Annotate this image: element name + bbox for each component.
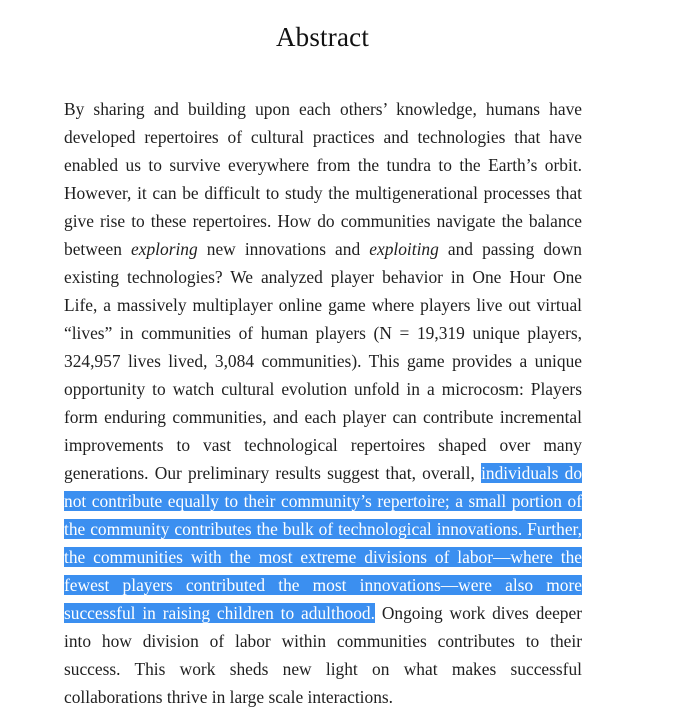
page-title: Abstract (275, 22, 370, 52)
abstract-emphasis-exploring: exploring (131, 239, 198, 259)
abstract-paragraph[interactable] (64, 95, 582, 711)
abstract-emphasis-exploiting: exploiting (369, 239, 439, 259)
abstract-text-part-3: and passing down existing technologies? We analyzed player behavior in One Hour One Life, a massively multiplayer online game where players live out virtual “lives” in communities of human players (N = 19,319 unique players, 324,957 lives lived, 3,084 communities). This game provides a unique opportunity to watch cultural evolution unfold in a microcosm: Players form enduring communities, and each player can contribute incremental improvements to vast technological repertoires shaped over many generations. Our preliminary results suggest that, overall, (64, 239, 582, 483)
abstract-text-part-4: Ongoing work dives deeper into how division of labor within communities contributes to their success. This work sheds new light on what makes successful collaborations thrive in large scale interactions. (64, 603, 583, 707)
text-selection-highlight[interactable]: individuals do not contribute equally to their community’s repertoire; a small portion of the community contributes the bulk of technological innovations. Further, the communities with the most extreme divisions of labor—where the fewest players contributed the most innovations—were also more successful in raising children to adulthood. (64, 463, 583, 623)
abstract-text-part-2: new innovations and (197, 239, 370, 259)
abstract-text-part-1: By sharing and building upon each others’ knowledge, humans have developed repertoires of cultural practices and technologies that have enabled us to survive everywhere from the tundra to the Earth’s orbit. However, it can be difficult to study the multigenerational processes that give rise to these repertoires. How do communities navigate the balance between (64, 99, 582, 259)
